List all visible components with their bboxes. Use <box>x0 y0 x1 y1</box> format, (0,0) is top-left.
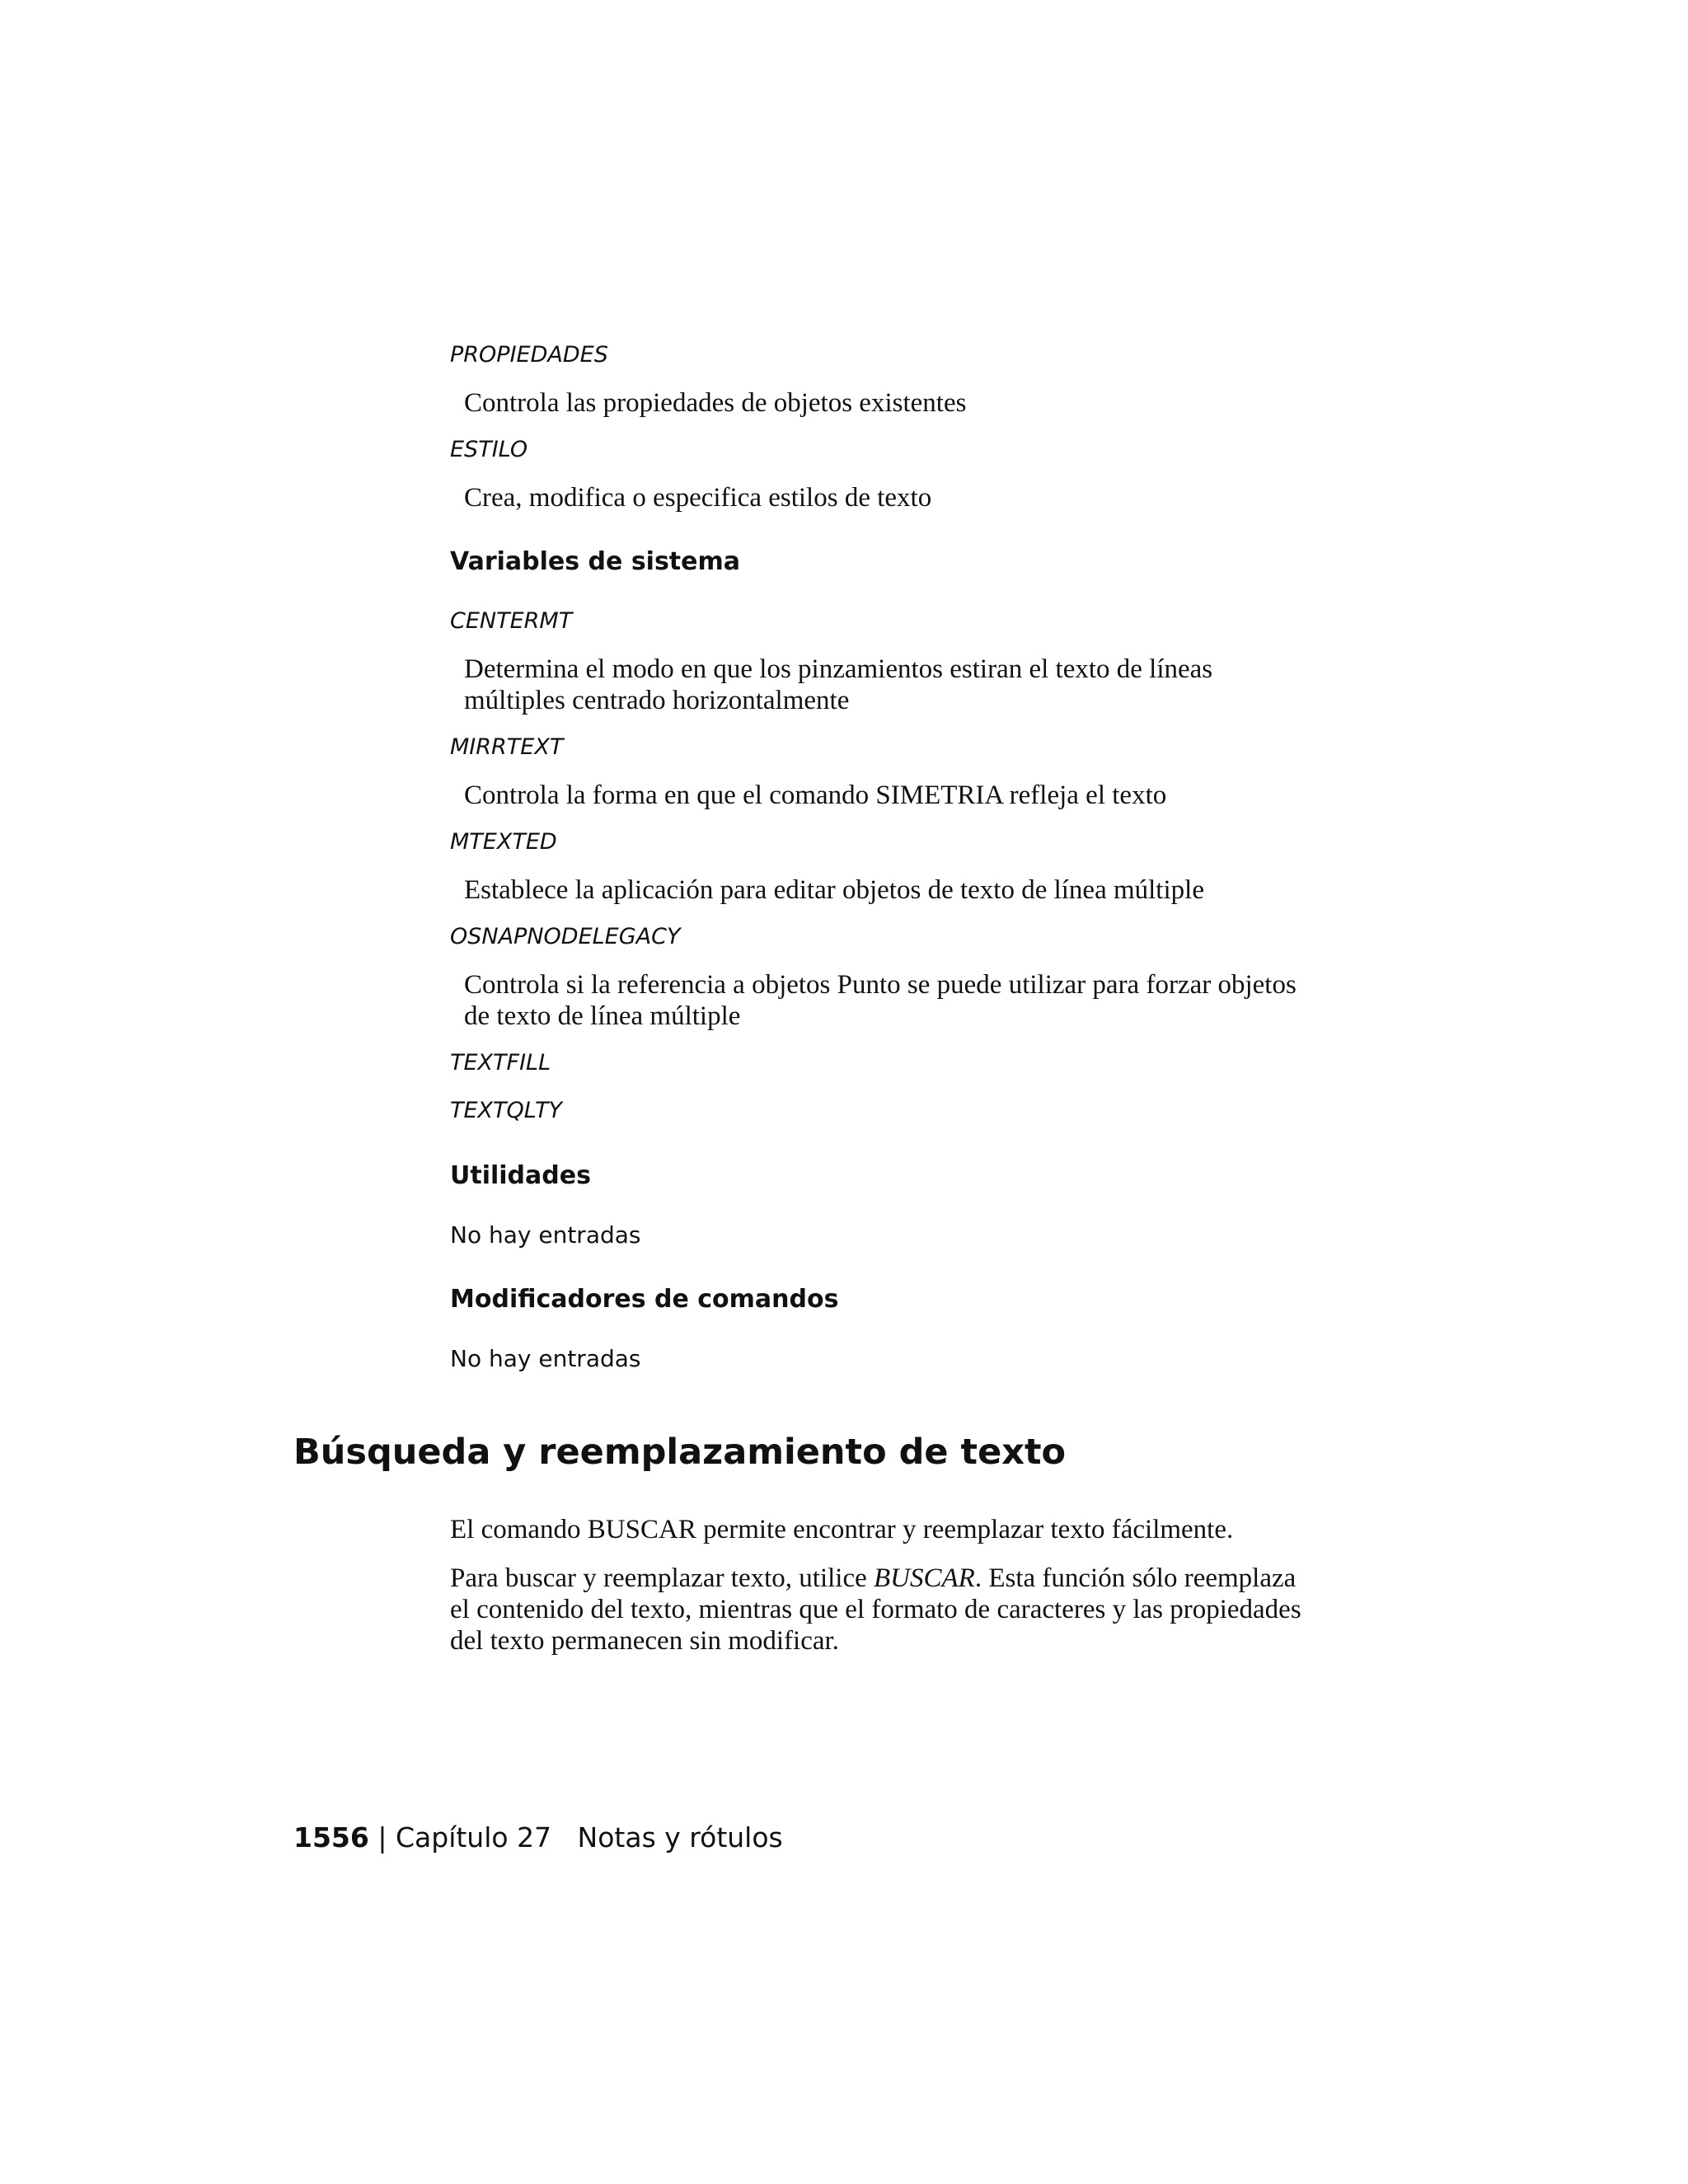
para2-command-italic: BUSCAR <box>874 1563 975 1593</box>
section-paragraph-2-line1 <box>450 1563 1296 1594</box>
section-paragraph-1: El comando BUSCAR permite encontrar y reemplazar texto fácilmente. <box>450 1515 1234 1544</box>
heading-utilities: Utilidades <box>450 1161 591 1190</box>
chapter-title: Notas y rótulos <box>577 1821 783 1854</box>
footer-separator: | <box>377 1821 387 1854</box>
description-osnapnodelegacy-line2: de texto de línea múltiple <box>464 1001 741 1031</box>
term-osnapnodelegacy: OSNAPNODELEGACY <box>450 924 681 949</box>
heading-system-variables: Variables de sistema <box>450 547 741 576</box>
description-osnapnodelegacy-line1: Controla si la referencia a objetos Punto se puede utilizar para forzar objetos <box>464 970 1296 1000</box>
description-propiedades: Controla las propiedades de objetos existentes <box>464 388 967 418</box>
term-textfill: TEXTFILL <box>450 1050 551 1076</box>
description-estilo: Crea, modifica o especifica estilos de texto <box>464 483 932 513</box>
command-modifiers-text: No hay entradas <box>450 1345 641 1372</box>
section-paragraph-2-line3: del texto permanecen sin modificar. <box>450 1626 839 1656</box>
description-mirrtext: Controla la forma en que el comando SIMETRIA refleja el texto <box>464 780 1167 810</box>
page-footer <box>293 1821 783 1854</box>
heading-command-modifiers: Modificadores de comandos <box>450 1285 839 1314</box>
term-mirrtext: MIRRTEXT <box>450 734 564 760</box>
section-paragraph-2-line2: el contenido del texto, mientras que el formato de caracteres y las propiedades <box>450 1595 1301 1624</box>
term-mtexted: MTEXTED <box>450 829 557 855</box>
description-centermt-line2: múltiples centrado horizontalmente <box>464 686 850 715</box>
chapter-label: Capítulo 27 <box>395 1821 552 1854</box>
term-centermt: CENTERMT <box>450 608 573 634</box>
term-textqlty: TEXTQLTY <box>450 1098 562 1123</box>
term-propiedades: PROPIEDADES <box>450 342 608 368</box>
para2-text-after: . Esta función sólo reemplaza <box>974 1563 1296 1593</box>
term-estilo: ESTILO <box>450 437 528 462</box>
description-mtexted: Establece la aplicación para editar objetos de texto de línea múltiple <box>464 875 1204 905</box>
utilities-text: No hay entradas <box>450 1221 641 1249</box>
description-centermt-line1: Determina el modo en que los pinzamientos estiran el texto de líneas <box>464 654 1213 684</box>
page-number: 1556 <box>293 1821 369 1854</box>
para2-text-before: Para buscar y reemplazar texto, utilice <box>450 1563 874 1593</box>
section-title: Búsqueda y reemplazamiento de texto <box>293 1432 1067 1473</box>
